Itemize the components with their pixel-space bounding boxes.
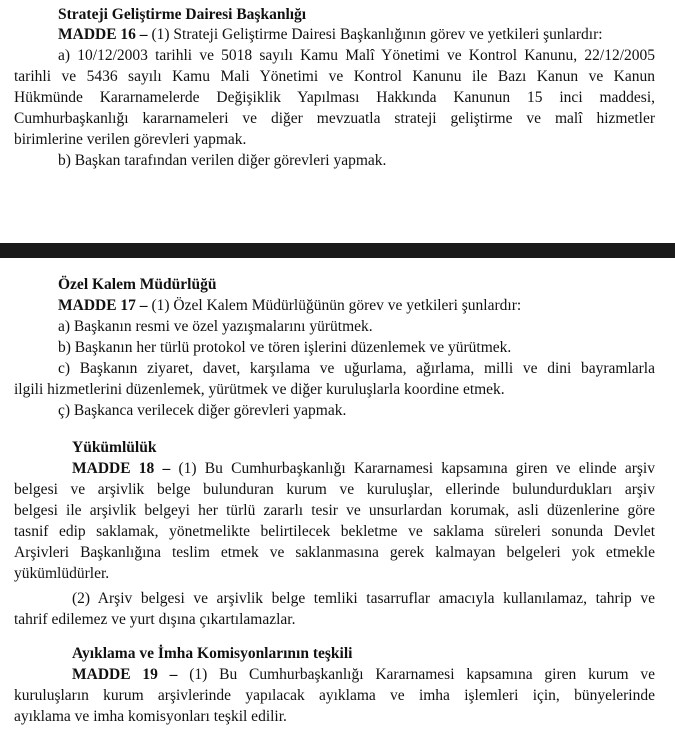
madde-18-p1-line-6: yükümlüdürler. [14,565,110,582]
section-heading-strateji: Strateji Geliştirme Dairesi Başkanlığı [58,6,307,23]
madde-18-p2-line-1: (2) Arşiv belgesi ve arşivlik belge temliki tasarruflar amacıyla kullanılamaz, tahrip ve [72,590,655,607]
madde-18-p1-text-1: (1) Bu Cumhurbaşkanlığı Kararnamesi kapsamına giren ve elinde arşiv [178,460,655,477]
madde-16-item-a-line-1: a) 10/12/2003 tarihli ve 5018 sayılı Kamu Malî Yönetimi ve Kontrol Kanunu, 22/12/2005 [58,47,655,64]
madde-17-item-b: b) Başkanın her türlü protokol ve tören işlerini düzenlemek ve yürütmek. [58,339,512,356]
madde-19-p1-line-1 [72,664,655,685]
madde-19-p1-line-3: ayıklama ve imha komisyonları teşkil edilir. [14,708,287,725]
madde-16-item-b: b) Başkan tarafından verilen diğer görevleri yapmak. [58,152,387,169]
section-heading-yukumluluk: Yükümlülük [72,439,157,456]
madde-16-intro-line [58,24,603,45]
madde-18-p1-line-1 [72,458,655,479]
madde-16-intro: (1) Strateji Geliştirme Dairesi Başkanlığının görev ve yetkileri şunlardır: [151,26,603,43]
madde-16-item-a-line-4: Cumhurbaşkanlığı kararnameleri ve diğer mevzuatla strateji geliştirme ve malî hizmetler [14,110,655,127]
section-heading-ayiklama: Ayıklama ve İmha Komisyonlarının teşkili [72,645,353,662]
madde-18-p1-line-3: belgesi ile arşivlik belgeyi her türlü zararlı tesir ve unsurlardan korumak, asli düzenlerine göre [14,502,655,519]
madde-16-item-a-line-2: tarihli ve 5436 sayılı Kamu Mali Yönetimi ve Kontrol Kanunu ile Bazı Kanun ve Kanun [14,68,655,85]
document-fragment-bottom [0,258,675,736]
madde-18-p2-line-2: tahrif edilemez ve yurt dışına çıkartılamazlar. [14,611,296,628]
madde-17-item-c-line-2: ilgili hizmetlerini düzenlemek, yürütmek ve diğer kuruluşlarla koordine etmek. [14,381,505,398]
madde-17-intro-line [58,295,521,316]
madde-17-item-c-line-1: c) Başkanın ziyaret, davet, karşılama ve uğurlama, ağırlama, milli ve dini bayramlarla [58,360,655,377]
madde-16-item-a-line-3: Hükmünde Kararnamelerde Değişiklik Yapılması Hakkında Kanunun 15 inci maddesi, [14,89,655,106]
document-fragment-top [0,0,675,245]
madde-16-item-a-line-5: birimlerine verilen görevleri yapmak. [14,131,247,148]
madde-19-label: MADDE 19 – [72,666,178,683]
section-heading-ozel-kalem: Özel Kalem Müdürlüğü [58,276,217,293]
madde-18-label: MADDE 18 – [72,460,171,477]
madde-17-label: MADDE 17 – [58,297,148,314]
madde-17-intro: (1) Özel Kalem Müdürlüğünün görev ve yetkileri şunlardır: [151,297,522,314]
madde-17-item-cc: ç) Başkanca verilecek diğer görevleri yapmak. [58,402,347,419]
page-separator-band [0,243,675,258]
madde-18-p1-line-4: tasnif edip saklamak, yönetmelikte belirtilecek bekletme ve saklama süreleri sonunda Devlet [14,523,655,540]
madde-18-p1-line-2: belgesi ve arşivlik belge bulunduran kurum ve kuruluşlar, ellerinde bulundurdukları arşiv [14,481,655,498]
madde-17-item-a: a) Başkanın resmi ve özel yazışmalarını yürütmek. [58,318,373,335]
madde-19-p1-text-1: (1) Bu Cumhurbaşkanlığı Kararnamesi kapsamına giren kurum ve [189,666,655,683]
madde-19-p1-line-2: kuruluşların kurum arşivlerinde yapılacak ayıklama ve imha işlemleri için, bünyelerinde [14,687,655,704]
madde-18-p1-line-5: Arşivleri Başkanlığına teslim etmek ve saklanmasına gerek kalmayan belgeleri yok etmekle [14,544,655,561]
madde-16-label: MADDE 16 – [58,26,148,43]
